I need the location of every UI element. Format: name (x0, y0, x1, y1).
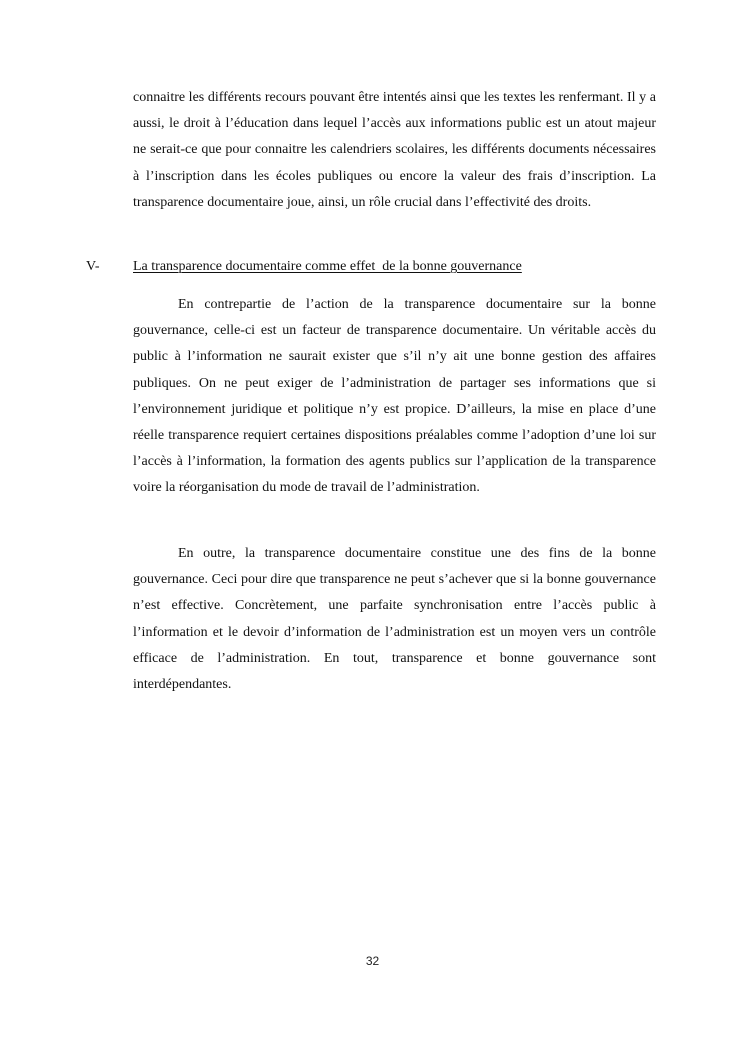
page-number: 32 (365, 954, 380, 968)
section-title: La transparence documentaire comme effet de la bonne gouvernance (133, 259, 522, 274)
paragraph-en-outre: En outre, la transparence documentaire constitue une des fins de la bonne gouvernance. Ceci pour dire que transparence ne peut s’achever que si la bonne gouvernance n’est effective. Concrètement, une parfaite synchronisation entre l’accès public à l’information et le devoir d’information de l’administration est un moyen vers un contrôle efficace de l’administration. En tout, transparence et bonne gouvernance sont interdépendantes. (133, 546, 656, 693)
paragraph-continuation: connaitre les différents recours pouvant être intentés ainsi que les textes les renfermant. Il y a aussi, le droit à l’éducation dans lequel l’accès aux informations public est un atout majeur ne serait-ce que pour connaitre les calendriers scolaires, les différents documents nécessaires à l’inscription dans les écoles publiques ou encore la valeur des frais d’inscription. La transparence documentaire joue, ainsi, un rôle crucial dans l’effectivité des droits. (133, 90, 656, 210)
paragraph-contrepartie: En contrepartie de l’action de la transparence documentaire sur la bonne gouvernance, celle-ci est un facteur de transparence documentaire. Un véritable accès du public à l’information ne saurait exister que s’il n’y ait une bonne gestion des affaires publiques. On ne peut exiger de l’administration de partager ses informations que si l’environnement juridique et politique n’y est propice. D’ailleurs, la mise en place d’une réelle transparence requiert certaines dispositions préalables comme l’adoption d’une loi sur l’accès à l’information, la formation des agents publics sur l’application de la transparence voire la réorganisation du mode de travail de l’administration. (133, 297, 656, 496)
section-number: V- (86, 259, 100, 274)
